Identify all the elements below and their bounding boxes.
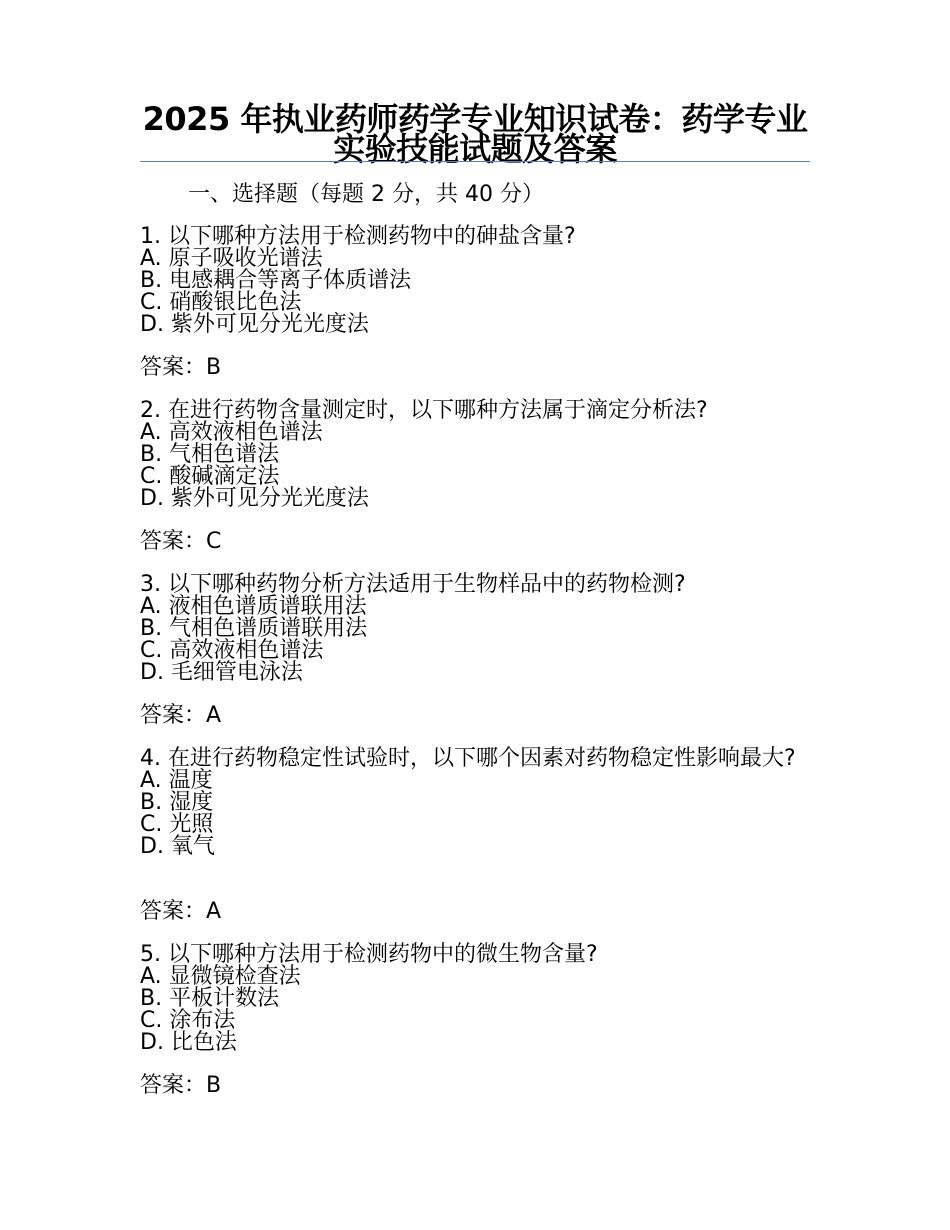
answer-3: 答案：A (140, 703, 222, 728)
option-c: C. 涂布法 (140, 1008, 236, 1033)
question-stem: 3. 以下哪种药物分析方法适用于生物样品中的药物检测? (140, 572, 686, 597)
question-stem: 1. 以下哪种方法用于检测药物中的砷盐含量? (140, 224, 576, 249)
answer-2: 答案：C (140, 529, 222, 554)
option-a: A. 温度 (140, 768, 213, 793)
answer-1: 答案：B (140, 355, 222, 380)
option-b: B. 湿度 (140, 790, 214, 815)
answer-4: 答案：A (140, 899, 222, 924)
question-2 (140, 400, 810, 510)
question-stem: 2. 在进行药物含量测定时，以下哪种方法属于滴定分析法? (140, 398, 708, 423)
question-1 (140, 226, 810, 336)
option-d: D. 比色法 (140, 1030, 237, 1055)
option-a: A. 高效液相色谱法 (140, 420, 323, 445)
answer-5: 答案：B (140, 1073, 222, 1098)
option-d: D. 紫外可见分光光度法 (140, 312, 369, 337)
option-d: D. 紫外可见分光光度法 (140, 486, 369, 511)
option-a: A. 显微镜检查法 (140, 964, 301, 989)
title-underline (140, 161, 810, 162)
document-title: 2025 年执业药师药学专业知识试卷：药学专业实验技能试题及答案 (142, 100, 808, 168)
option-a: A. 液相色谱质谱联用法 (140, 594, 367, 619)
option-b: B. 平板计数法 (140, 986, 280, 1011)
option-b: B. 气相色谱质谱联用法 (140, 616, 368, 641)
option-d: D. 毛细管电泳法 (140, 660, 303, 685)
question-3 (140, 574, 810, 684)
section-heading: 一、选择题（每题 2 分，共 40 分） (188, 182, 544, 207)
option-c: C. 酸碱滴定法 (140, 464, 280, 489)
question-stem: 4. 在进行药物稳定性试验时，以下哪个因素对药物稳定性影响最大? (140, 746, 796, 771)
option-d: D. 氧气 (140, 834, 215, 859)
option-a: A. 原子吸收光谱法 (140, 246, 323, 271)
question-stem: 5. 以下哪种方法用于检测药物中的微生物含量? (140, 942, 598, 967)
question-5 (140, 944, 810, 1054)
question-4 (140, 748, 810, 858)
option-c: C. 高效液相色谱法 (140, 638, 324, 663)
option-b: B. 电感耦合等离子体质谱法 (140, 268, 412, 293)
option-c: C. 光照 (140, 812, 214, 837)
option-c: C. 硝酸银比色法 (140, 290, 302, 315)
option-b: B. 气相色谱法 (140, 442, 280, 467)
